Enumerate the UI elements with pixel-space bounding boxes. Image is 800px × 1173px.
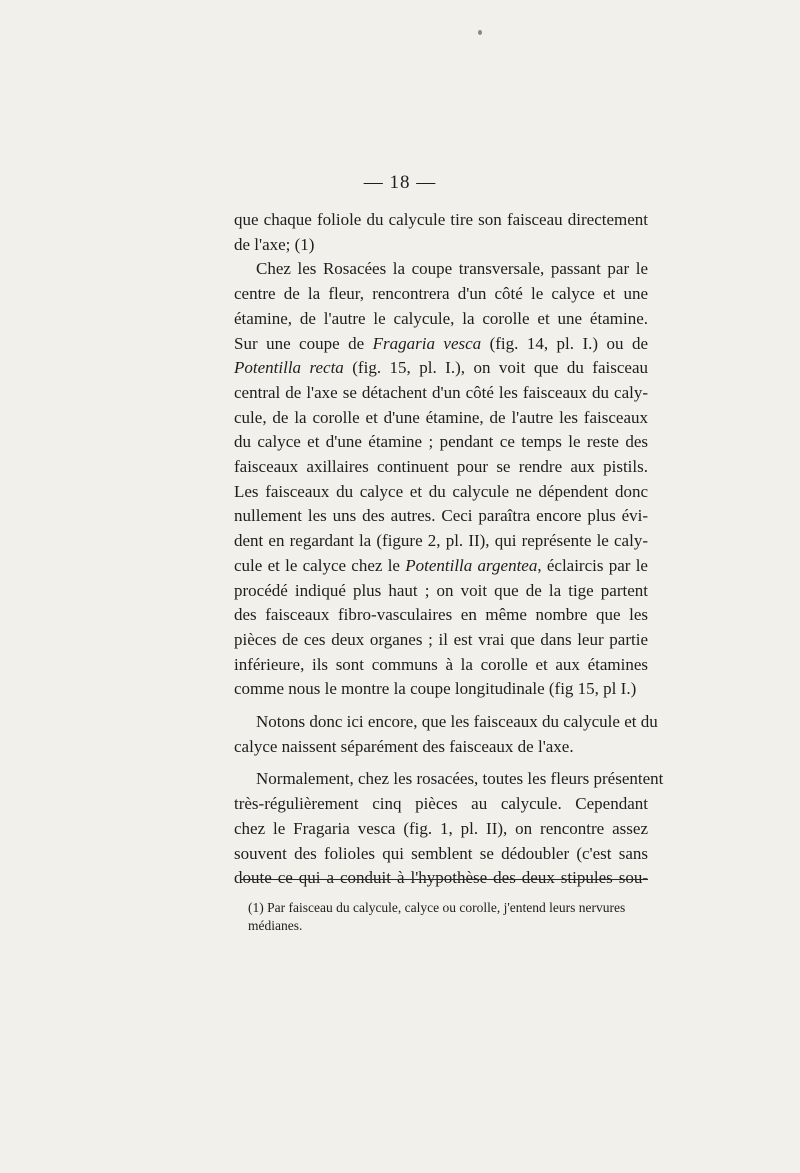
text-line: Potentilla recta (fig. 15, pl. I.), on voit que du faisceau: [234, 358, 648, 378]
text-line: procédé indiqué plus haut ; on voit que de la tige partent: [234, 580, 648, 600]
text-line: cule, de la corolle et d'une étamine, de l'autre les faisceaux: [234, 407, 648, 427]
text-line: comme nous le montre la coupe longitudinale (fig 15, pl I.): [234, 679, 637, 699]
text-line: dent en regardant la (figure 2, pl. II), qui représente le caly-: [234, 531, 648, 551]
text-line: inférieure, ils sont communs à la corolle et aux étamines: [234, 654, 648, 674]
footnote-rule: [240, 879, 648, 880]
species-name: Potentilla recta: [234, 358, 344, 378]
page-number: — 18 —: [363, 172, 437, 193]
text-line: étamine, de l'autre le calycule, la corolle et une étamine.: [234, 308, 648, 328]
footnote: [248, 899, 648, 935]
text-line: calyce naissent séparément des faisceaux de l'axe.: [234, 736, 574, 756]
text-line: central de l'axe se détachent d'un côté les faisceaux du caly-: [234, 382, 648, 402]
paragraph-start: Normalement, chez les rosacées, toutes les fleurs présentent: [256, 769, 664, 789]
text-line: de l'axe; (1): [234, 234, 315, 254]
text-line: Sur une coupe de Fragaria vesca (fig. 14, pl. I.) ou de: [234, 333, 648, 353]
species-name: Potentilla argentea: [405, 555, 538, 575]
text-line: cule et le calyce chez le Potentilla argentea, éclaircis par le: [234, 555, 648, 575]
text-line: du calyce et d'une étamine ; pendant ce temps le reste des: [234, 432, 648, 452]
text-line: que chaque foliole du calycule tire son faisceau directement: [234, 210, 648, 229]
text-line: très-régulièrement cinq pièces au calycule. Cependant: [234, 794, 648, 814]
text-line: faisceaux axillaires continuent pour se rendre aux pistils.: [234, 457, 648, 477]
body-text: [234, 208, 664, 891]
species-name: Fragaria vesca: [372, 333, 482, 353]
text-line: nullement les uns des autres. Ceci paraîtra encore plus évi-: [234, 506, 648, 526]
text-line: des faisceaux fibro-vasculaires en même nombre que les: [234, 605, 648, 625]
text-line: Les faisceaux du calyce et du calycule ne dépendent donc: [234, 481, 648, 501]
text-line: pièces de ces deux organes ; il est vrai que dans leur partie: [234, 629, 648, 649]
text-line: chez le Fragaria vesca (fig. 1, pl. II), on rencontre assez: [234, 818, 648, 838]
text-line: doute ce qui a conduit à l'hypothèse des deux stipules sou-: [234, 868, 648, 888]
text-line: souvent des folioles qui semblent se dédoubler (c'est sans: [234, 843, 648, 863]
paragraph-start: Notons donc ici encore, que les faisceaux du calycule et du: [256, 712, 658, 732]
paper-speck: [478, 30, 482, 35]
paragraph-start: Chez les Rosacées la coupe transversale, passant par le: [256, 259, 648, 279]
text-line: centre de la fleur, rencontrera d'un côté le calyce et une: [234, 284, 648, 304]
footnote-line: médianes.: [248, 918, 303, 933]
footnote-line: (1) Par faisceau du calycule, calyce ou corolle, j'entend leurs nervures: [248, 900, 626, 915]
